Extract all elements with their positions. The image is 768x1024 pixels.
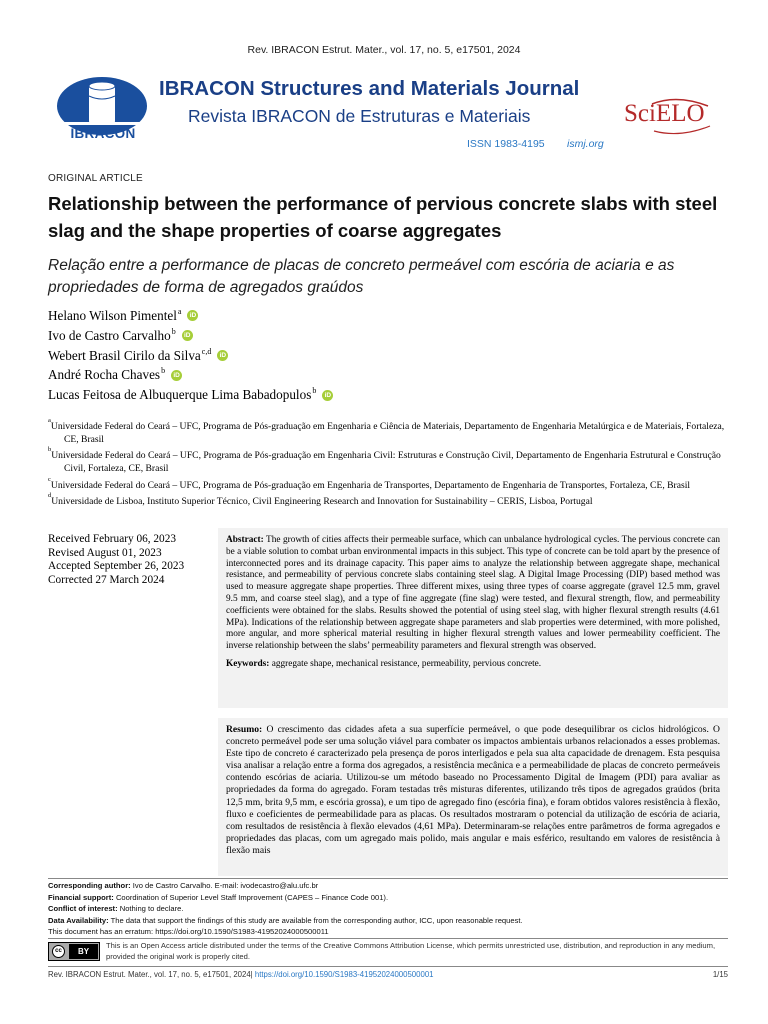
resumo-label: Resumo: [226,724,263,735]
author-affil-mark: b [171,326,176,336]
article-type: ORIGINAL ARTICLE [48,173,143,184]
keywords-text: aggregate shape, mechanical resistance, permeability, pervious concrete. [269,658,542,669]
article-title: Relationship between the performance of pervious concrete slabs with steel slag and the shape properties of coarse aggregates [48,193,718,241]
logo-text: IBRACON [70,126,136,141]
affiliation [48,477,728,493]
affiliation-text: Universidade Federal do Ceará – UFC, Programa de Pós-graduação em Engenharia Civil: Estruturas e Construção Civil, Departamento de Engenharia Estrutural e Construção Civil, Fortaleza, CE, Brasil [51,450,721,475]
orcid-icon[interactable]: iD [187,310,198,321]
keywords [226,659,720,671]
resumo-text: O crescimento das cidades afeta a sua superfície permeável, o que pode desequilibrar os ciclos hidrológicos. O concreto permeável pode ser uma solução viável para combater os impactos ambientais urbanos relacionados a esses problemas. Este tipo de concreto é caracterizado pela presença de poros interligados e pela sua alta capacidade de drenagem. Esta pesquisa visa analisar a relação entre a forma dos agregados, a resistência mecânica e a permeabilidade de placas de concreto permeáveis contendo escórias de aciaria. Utilizou-se um método baseado no Processamento Digital de Imagem (PDI) para avaliar as propriedades da forma do agregado. Foram testadas três misturas diferentes, utilizando três tipos de agregados graúdos (brita 12,5 mm, brita 9,5 mm, e escória grossa), e um tipo de agregado fino (escória fina), e foram obtidos valores resistência à flexão, fluxo e coeficientes de permeabilidade para as placas. Os resultados mostraram o potencial da utilização de escória de aciaria, com resultados de resistência à flexão elevados (4,61 MPa). Determinaram-se relações entre parâmetros de forma agregados e propriedades das placas, com um agregado mais polido, mais angular e mais esférico, resultando em valores de resistência à flexão mais [226,724,720,856]
journal-site-link[interactable]: ismj.org [567,138,604,150]
abstract-text: The growth of cities affects their permeable surface, which can unbalance hydrological cycles. The pervious concrete can be a viable solution to combat urban environmental impacts in this subject. This type of concrete can be told apart by the presence of interconnected pores and its drainage capacity. This paper aims to analyze the relationship between aggregate shape, mechanical resistance, and permeability of pervious concrete slabs containing steel slag. A Digital Image Processing (DIP) based method was used to measure aggregate shape properties. Three different mixes, using three types of coarse aggregate (gravel 12.5 mm, gravel 9.5 mm, and coarse steel slag), and a type of fine aggregate (fine slag) were tested, and flexural strength, flow, and permeability coefficients were obtained for the slabs. Results showed the potential of using steel slag, with higher flexural strength results (4.61 MPa). Indications of the relationship between aggregate shape parameters and slab properties were determined, with more polished, more angular, and more spherical material resulting in higher flexural strength values and lower permeability coefficient. The inverse relationship between the slabs’ permeability parameters and flexural strength was observed. [226,535,720,652]
divider [48,878,728,879]
by-icon: BY [69,944,98,959]
author-affil-mark: b [161,366,166,376]
affiliation [48,493,728,509]
resumo [226,724,720,857]
footnote-conflict-of-interest [48,903,728,915]
date-revised: Revised August 01, 2023 [48,546,162,559]
date-received: Received February 06, 2023 [48,533,176,545]
author-name: Lucas Feitosa de Albuquerque Lima Babadopulos [48,387,312,403]
affiliation-text: Universidade de Lisboa, Instituto Superior Técnico, Civil Engineering Research and Innovation for Sustainability – CERIS, Lisboa, Portugal [51,496,593,508]
affiliation-text: Universidade Federal do Ceará – UFC, Programa de Pós-graduação em Engenharia e Ciência de Materiais, Departamento de Engenharia Metalúrgica e de Materiais, Fortaleza, CE, Brasil [50,421,725,446]
footnote-corresponding-author [48,880,728,892]
footnote-label: Conflict of interest: [48,904,118,914]
license-text: This is an Open Access article distributed under the terms of the Creative Commons Attribution License, which permits unrestricted use, distribution, and reproduction in any medium, provided the original work is properly cited. [106,941,716,962]
cc-icon: cc [52,945,65,958]
scielo-logo: SciELO [624,100,705,127]
affiliation [48,447,728,476]
author-affil-mark: b [312,386,317,396]
author [48,306,333,326]
header-citation: Rev. IBRACON Estrut. Mater., vol. 17, no. 5, e17501, 2024 [247,44,521,56]
date-accepted: Accepted September 26, 2023 [48,560,185,573]
footer-doi-link[interactable]: https://doi.org/10.1590/S1983-41952024000500001 [254,970,434,979]
footnote-data-availability [48,915,728,927]
affiliation [48,418,728,447]
abstract-box [218,528,728,708]
author-affil-mark: c,d [201,346,212,356]
footer-citation: Rev. IBRACON Estrut. Mater., vol. 17, no. 5, e17501, 2024| [48,970,253,979]
page-number: 1/15 [712,970,728,979]
issn: ISSN 1983-4195 [467,138,545,150]
affiliation-list [48,418,728,510]
author-name: Ivo de Castro Carvalho [48,327,171,343]
affiliation-mark: d [48,492,52,500]
author-affil-mark: a [177,307,182,316]
divider [48,966,728,967]
footnote-text: Ivo de Castro Carvalho. E-mail: ivodecastro@alu.ufc.br [130,881,319,890]
author-name: Webert Brasil Cirilo da Silva [48,347,201,363]
affiliation-mark: c [48,475,51,483]
author [48,365,333,385]
abstract-label: Abstract: [226,535,264,545]
footnotes [48,880,728,938]
article-title-portuguese: Relação entre a performance de placas de concreto permeável com escória de aciaria e as propriedades de forma de agregados graúdos [48,257,675,296]
author [48,385,333,405]
author-list [48,306,333,405]
license-block [48,940,728,964]
journal-title: IBRACON Structures and Materials Journal [159,77,580,100]
abstract [226,535,720,653]
footnote-label: Data Availability: [48,915,109,925]
footnote-financial-support [48,892,728,904]
keywords-label: Keywords: [226,658,270,669]
author-name: André Rocha Chaves [48,367,161,383]
affiliation-mark: b [48,446,52,454]
date-corrected: Corrected 27 March 2024 [48,573,165,586]
footnote-erratum [48,926,728,938]
footnote-label: Corresponding author: [48,881,131,890]
footnote-text: The data that support the findings of this study are available from the corresponding author, ICC, upon reasonable request. [108,915,523,925]
resumo-box [218,718,728,876]
affiliation-mark: a [48,417,51,424]
journal-subtitle: Revista IBRACON de Estruturas e Materiais [188,106,531,126]
footnote-text: This document has an erratum: https://doi.org/10.1590/S1983-41952024000500011 [48,927,329,937]
divider [48,938,728,939]
cc-by-badge[interactable] [48,942,100,961]
affiliation-text: Universidade Federal do Ceará – UFC, Programa de Pós-graduação em Engenharia de Transportes, Departamento de Engenharia de Transportes, Fortaleza, CE, Brasil [50,479,691,491]
orcid-icon[interactable]: iD [171,370,182,381]
orcid-icon[interactable]: iD [182,330,193,341]
orcid-icon[interactable]: iD [322,390,333,401]
footnote-text: Coordination of Superior Level Staff Improvement (CAPES – Finance Code 001). [113,892,389,902]
author-name: Helano Wilson Pimentel [48,308,177,323]
footnote-label: Financial support: [48,892,114,902]
footnote-text: Nothing to declare. [117,904,184,914]
author [48,326,333,346]
orcid-icon[interactable]: iD [217,350,228,361]
author [48,346,333,366]
article-dates [48,533,218,587]
page-footer [48,970,728,979]
